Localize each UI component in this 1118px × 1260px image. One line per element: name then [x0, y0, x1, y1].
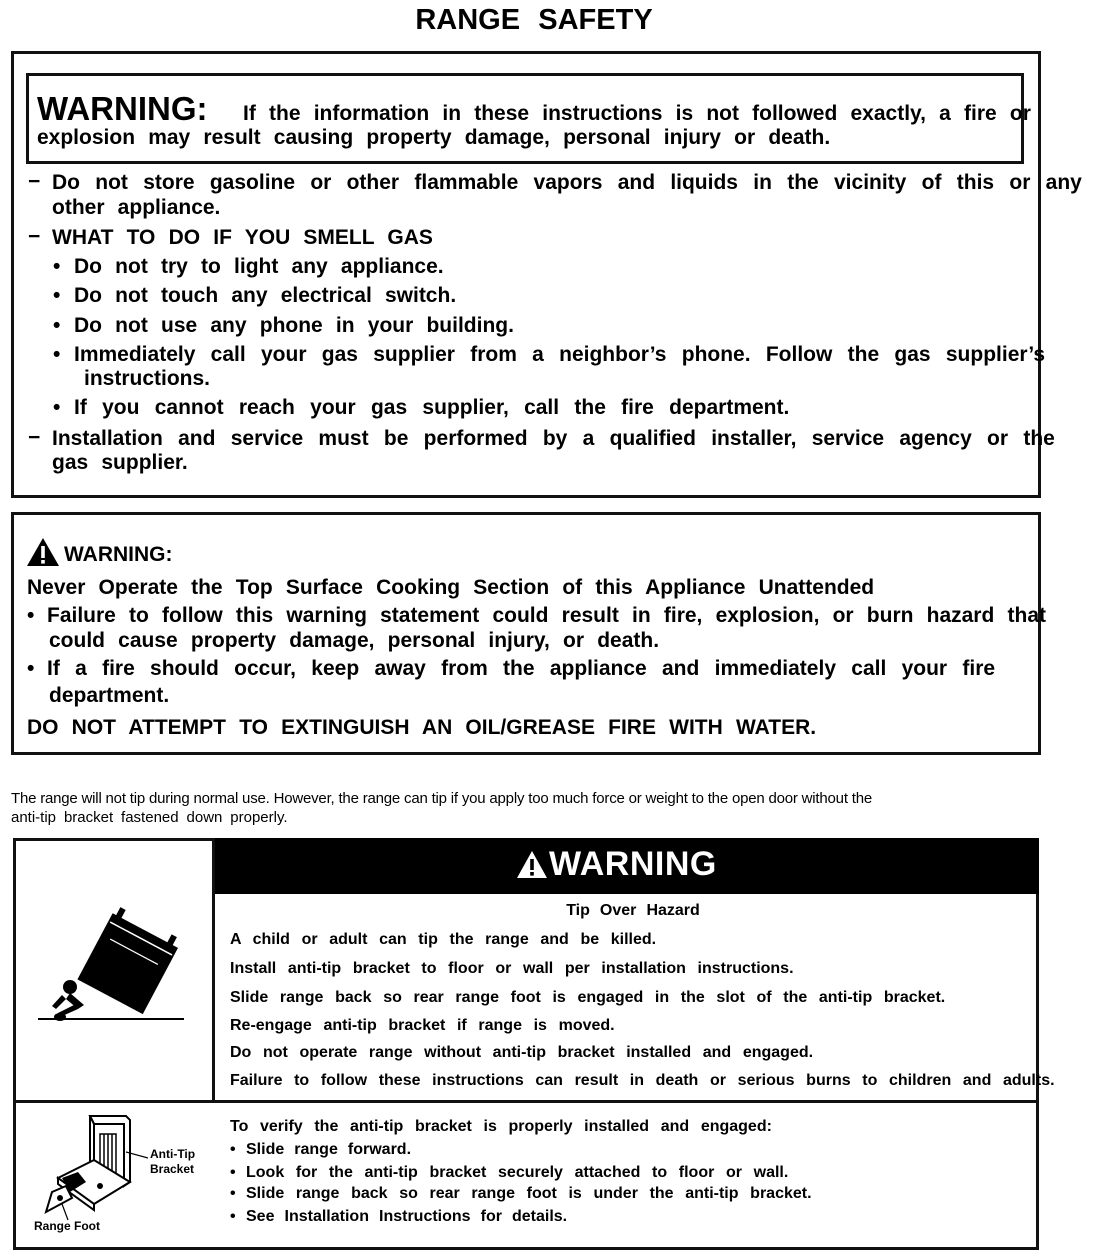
tip-over-lines	[215, 925, 1108, 1095]
verify-step-2: Look for the anti-tip bracket securely attached to floor or wall.	[246, 1164, 789, 1181]
gas-step-2: Do not touch any electrical switch.	[74, 284, 457, 307]
bullet: •	[27, 604, 35, 627]
tip-line-3: Slide range back so rear range foot is engaged in the slot of the anti-tip bracket.	[230, 989, 946, 1006]
tip-intro-line1: The range will not tip during normal use. However, the range can tip if you apply too much force or weight to the open door without the	[11, 790, 873, 807]
gas-step-3: Do not use any phone in your building.	[74, 314, 514, 337]
dash-marker: −	[28, 170, 41, 193]
tip-intro-line2: anti-tip bracket fastened down properly.	[11, 809, 288, 826]
install-warning-line1: Installation and service must be performed by a qualified installer, service agency or the	[52, 427, 1055, 450]
bullet: •	[53, 396, 61, 419]
verify-step-4: See Installation Instructions for details.	[246, 1208, 568, 1225]
dash-marker: −	[28, 225, 41, 248]
failure-warning-line2: could cause property damage, personal injury, or death.	[49, 629, 660, 652]
anti-tip-label-line2: Bracket	[150, 1162, 195, 1176]
bullet: •	[53, 343, 61, 366]
tipping-range-illustration	[30, 905, 195, 1025]
storage-warning-line2: other appliance.	[52, 196, 221, 219]
warning-banner-title: WARNING	[549, 845, 717, 883]
gas-step-1: Do not try to light any appliance.	[74, 255, 444, 278]
verify-step-1: Slide range forward.	[246, 1141, 412, 1158]
dash-marker: −	[28, 426, 41, 449]
unattended-heading: Never Operate the Top Surface Cooking Section of this Appliance Unattended	[27, 576, 875, 599]
tip-over-subtitle: Tip Over Hazard	[566, 902, 700, 919]
range-foot-label: Range Foot	[34, 1219, 100, 1233]
bullet: •	[53, 314, 61, 337]
gas-step-5: If you cannot reach your gas supplier, call the fire department.	[74, 396, 790, 419]
bullet: •	[230, 1141, 236, 1158]
bullet: •	[230, 1208, 236, 1225]
cooking-warning-content	[0, 515, 1108, 750]
verify-step-3: Slide range back so rear range foot is under the anti-tip bracket.	[246, 1185, 812, 1202]
gas-step-4-line1: Immediately call your gas supplier from a neighbor’s phone. Follow the gas supplier’s	[74, 343, 1046, 366]
fire-occur-line2: department.	[49, 684, 170, 707]
tip-line-5: Do not operate range without anti-tip bracket installed and engaged.	[230, 1044, 814, 1061]
anti-tip-label-line1: Anti-Tip	[150, 1147, 196, 1161]
warning-label: WARNING:	[37, 90, 208, 127]
gas-warning-content	[0, 60, 1108, 490]
smell-gas-heading: WHAT TO DO IF YOU SMELL GAS	[52, 226, 433, 249]
tip-line-6: Failure to follow these instructions can result in death or serious burns to children and adults.	[230, 1072, 1055, 1089]
fire-occur-line1: If a fire should occur, keep away from the appliance and immediately call your fire	[47, 657, 996, 680]
bullet: •	[230, 1185, 236, 1202]
storage-warning-line1: Do not store gasoline or other flammable vapors and liquids in the vicinity of this or any	[52, 171, 1082, 194]
verify-heading: To verify the anti-tip bracket is properly installed and engaged:	[230, 1118, 772, 1135]
failure-warning-line1: Failure to follow this warning statement could result in fire, explosion, or burn hazard that	[47, 604, 1046, 627]
anti-tip-bracket-diagram	[38, 1112, 148, 1224]
warning-label: WARNING:	[64, 543, 173, 566]
tip-line-2: Install anti-tip bracket to floor or wall per installation instructions.	[230, 960, 794, 977]
tip-line-4: Re-engage anti-tip bracket if range is moved.	[230, 1017, 615, 1034]
bullet: •	[27, 657, 35, 680]
divider	[13, 1100, 1039, 1103]
bullet: •	[230, 1164, 236, 1181]
warning-text-line2: explosion may result causing property damage, personal injury or death.	[37, 126, 831, 149]
bullet: •	[53, 255, 61, 278]
tip-line-1: A child or adult can tip the range and be killed.	[230, 931, 657, 948]
warning-triangle-icon	[516, 850, 548, 879]
warning-text-line1: If the information in these instructions is not followed exactly, a fire or	[243, 102, 1031, 125]
page-title: RANGE SAFETY	[415, 4, 653, 36]
grease-fire-warning: DO NOT ATTEMPT TO EXTINGUISH AN OIL/GREASE FIRE WITH WATER.	[27, 716, 817, 739]
warning-triangle-icon	[26, 537, 60, 567]
gas-step-4-line2: instructions.	[84, 367, 211, 390]
bullet: •	[53, 284, 61, 307]
install-warning-line2: gas supplier.	[52, 451, 188, 474]
